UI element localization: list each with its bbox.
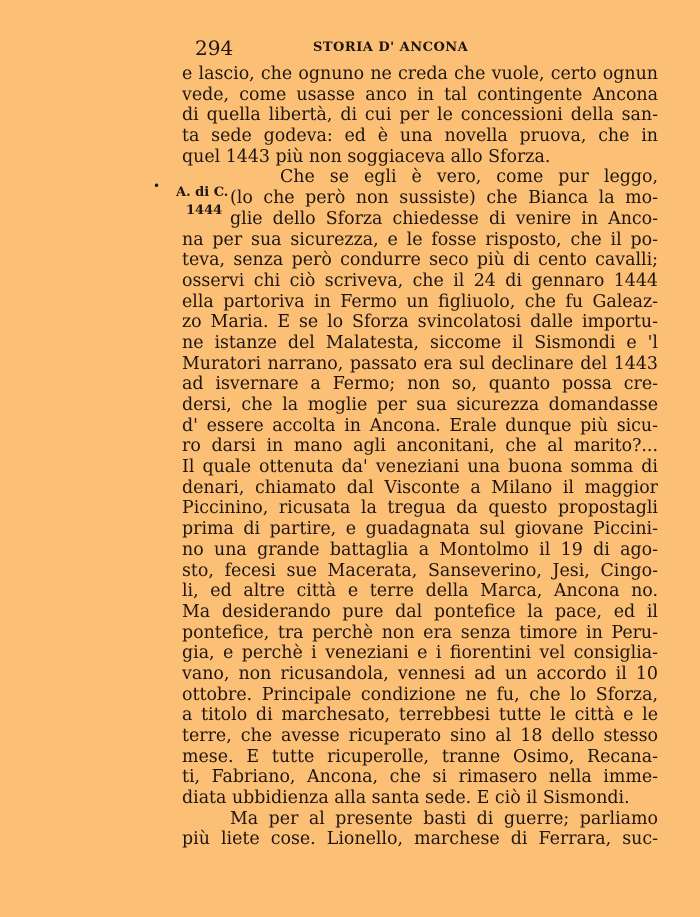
text-line: dersi, che la moglie per sua sicurezza domandasse <box>182 395 658 415</box>
text-line: ella partoriva in Fermo un figliuolo, che fu Galeaz- <box>182 291 658 312</box>
text-line: più liete cose. Lionello, marchese di Ferrara, suc- <box>182 829 658 850</box>
text-line: Che se egli è vero, come pur leggo, <box>280 167 658 188</box>
text-line: zo Maria. E se lo Sforza svincolatosi dalle importu- <box>182 312 658 333</box>
text-line: ta sede godeva: ed è una novella pruova, che in <box>182 126 658 147</box>
text-line: vede, come usasse anco in tal contingente Ancona <box>182 84 658 105</box>
text-line: ottobre. Principale condizione ne fu, che lo Sforza, <box>182 684 658 705</box>
body-text <box>182 64 658 850</box>
margin-note-label: A. di C. <box>176 185 229 200</box>
text-line: no una grande battaglia a Montolmo il 19 di ago- <box>182 539 658 560</box>
text-line: sto, fecesi sue Macerata, Sanseverino, Jesi, Cingo- <box>182 560 658 581</box>
text-line: (lo che però non sussiste) che Bianca la mo- <box>230 188 658 209</box>
text-line: gia, e perchè i veneziani e i fiorentini vel consiglia- <box>182 643 658 664</box>
text-line: e lascio, che ognuno ne creda che vuole, certo ognun <box>182 64 658 84</box>
text-line: Il quale ottenuta da' veneziani una buona somma di <box>182 457 658 478</box>
margin-bullet: • <box>153 179 161 193</box>
running-title: STORIA D' ANCONA <box>313 40 469 55</box>
text-line: na per sua sicurezza, e le fosse risposto, che il po- <box>182 229 658 250</box>
text-line: terre, che avesse ricuperato sino al 18 dello stesso <box>182 726 658 746</box>
text-line: quel 1443 più non soggiaceva allo Sforza. <box>182 146 551 167</box>
page-number: 294 <box>195 36 234 60</box>
margin-note-year: 1444 <box>186 203 223 218</box>
text-line: denari, chiamato dal Visconte a Milano il maggior <box>182 477 658 498</box>
text-line: li, ed altre città e terre della Marca, Ancona no. <box>182 581 658 602</box>
text-line: vano, non ricusandola, vennesi ad un accordo il 10 <box>182 663 658 684</box>
text-line: d' essere accolta in Ancona. Erale dunque più sicu- <box>182 415 658 436</box>
text-line: osservi chi ciò scriveva, che il 24 di gennaro 1444 <box>182 270 658 291</box>
text-line: pontefice, tra perchè non era senza timore in Peru- <box>182 622 658 643</box>
text-line: teva, senza però condurre seco più di cento cavalli; <box>182 250 658 271</box>
text-line: ad isvernare a Fermo; non so, quanto possa cre- <box>182 374 658 395</box>
text-line: Muratori narrano, passato era sul declinare del 1443 <box>182 353 658 374</box>
text-line: ne istanze del Malatesta, siccome il Sismondi e 'l <box>182 332 658 353</box>
text-line: ti, Fabriano, Ancona, che si rimasero nella imme- <box>182 767 658 788</box>
text-line: a titolo di marchesato, terrebbesi tutte le città e le <box>182 705 658 726</box>
text-line: glie dello Sforza chiedesse di venire in Anco- <box>230 208 658 229</box>
text-line: ro darsi in mano agli anconitani, che al marito?... <box>182 436 658 457</box>
text-line: diata ubbidienza alla santa sede. E ciò il Sismondi. <box>182 788 630 809</box>
text-line: prima di partire, e guadagnata sul giovane Piccini- <box>182 519 658 540</box>
text-line: Ma per al presente basti di guerre; parliamo <box>230 808 658 829</box>
text-line: Ma desiderando pure dal pontefice la pace, ed il <box>182 601 658 622</box>
text-line: Piccinino, ricusata la tregua da questo propostagli <box>182 498 658 519</box>
text-line: mese. E tutte ricuperolle, tranne Osimo, Recana- <box>182 746 658 767</box>
text-line: di quella libertà, di cui per le concessioni della san- <box>182 105 658 126</box>
page-header <box>195 36 655 60</box>
